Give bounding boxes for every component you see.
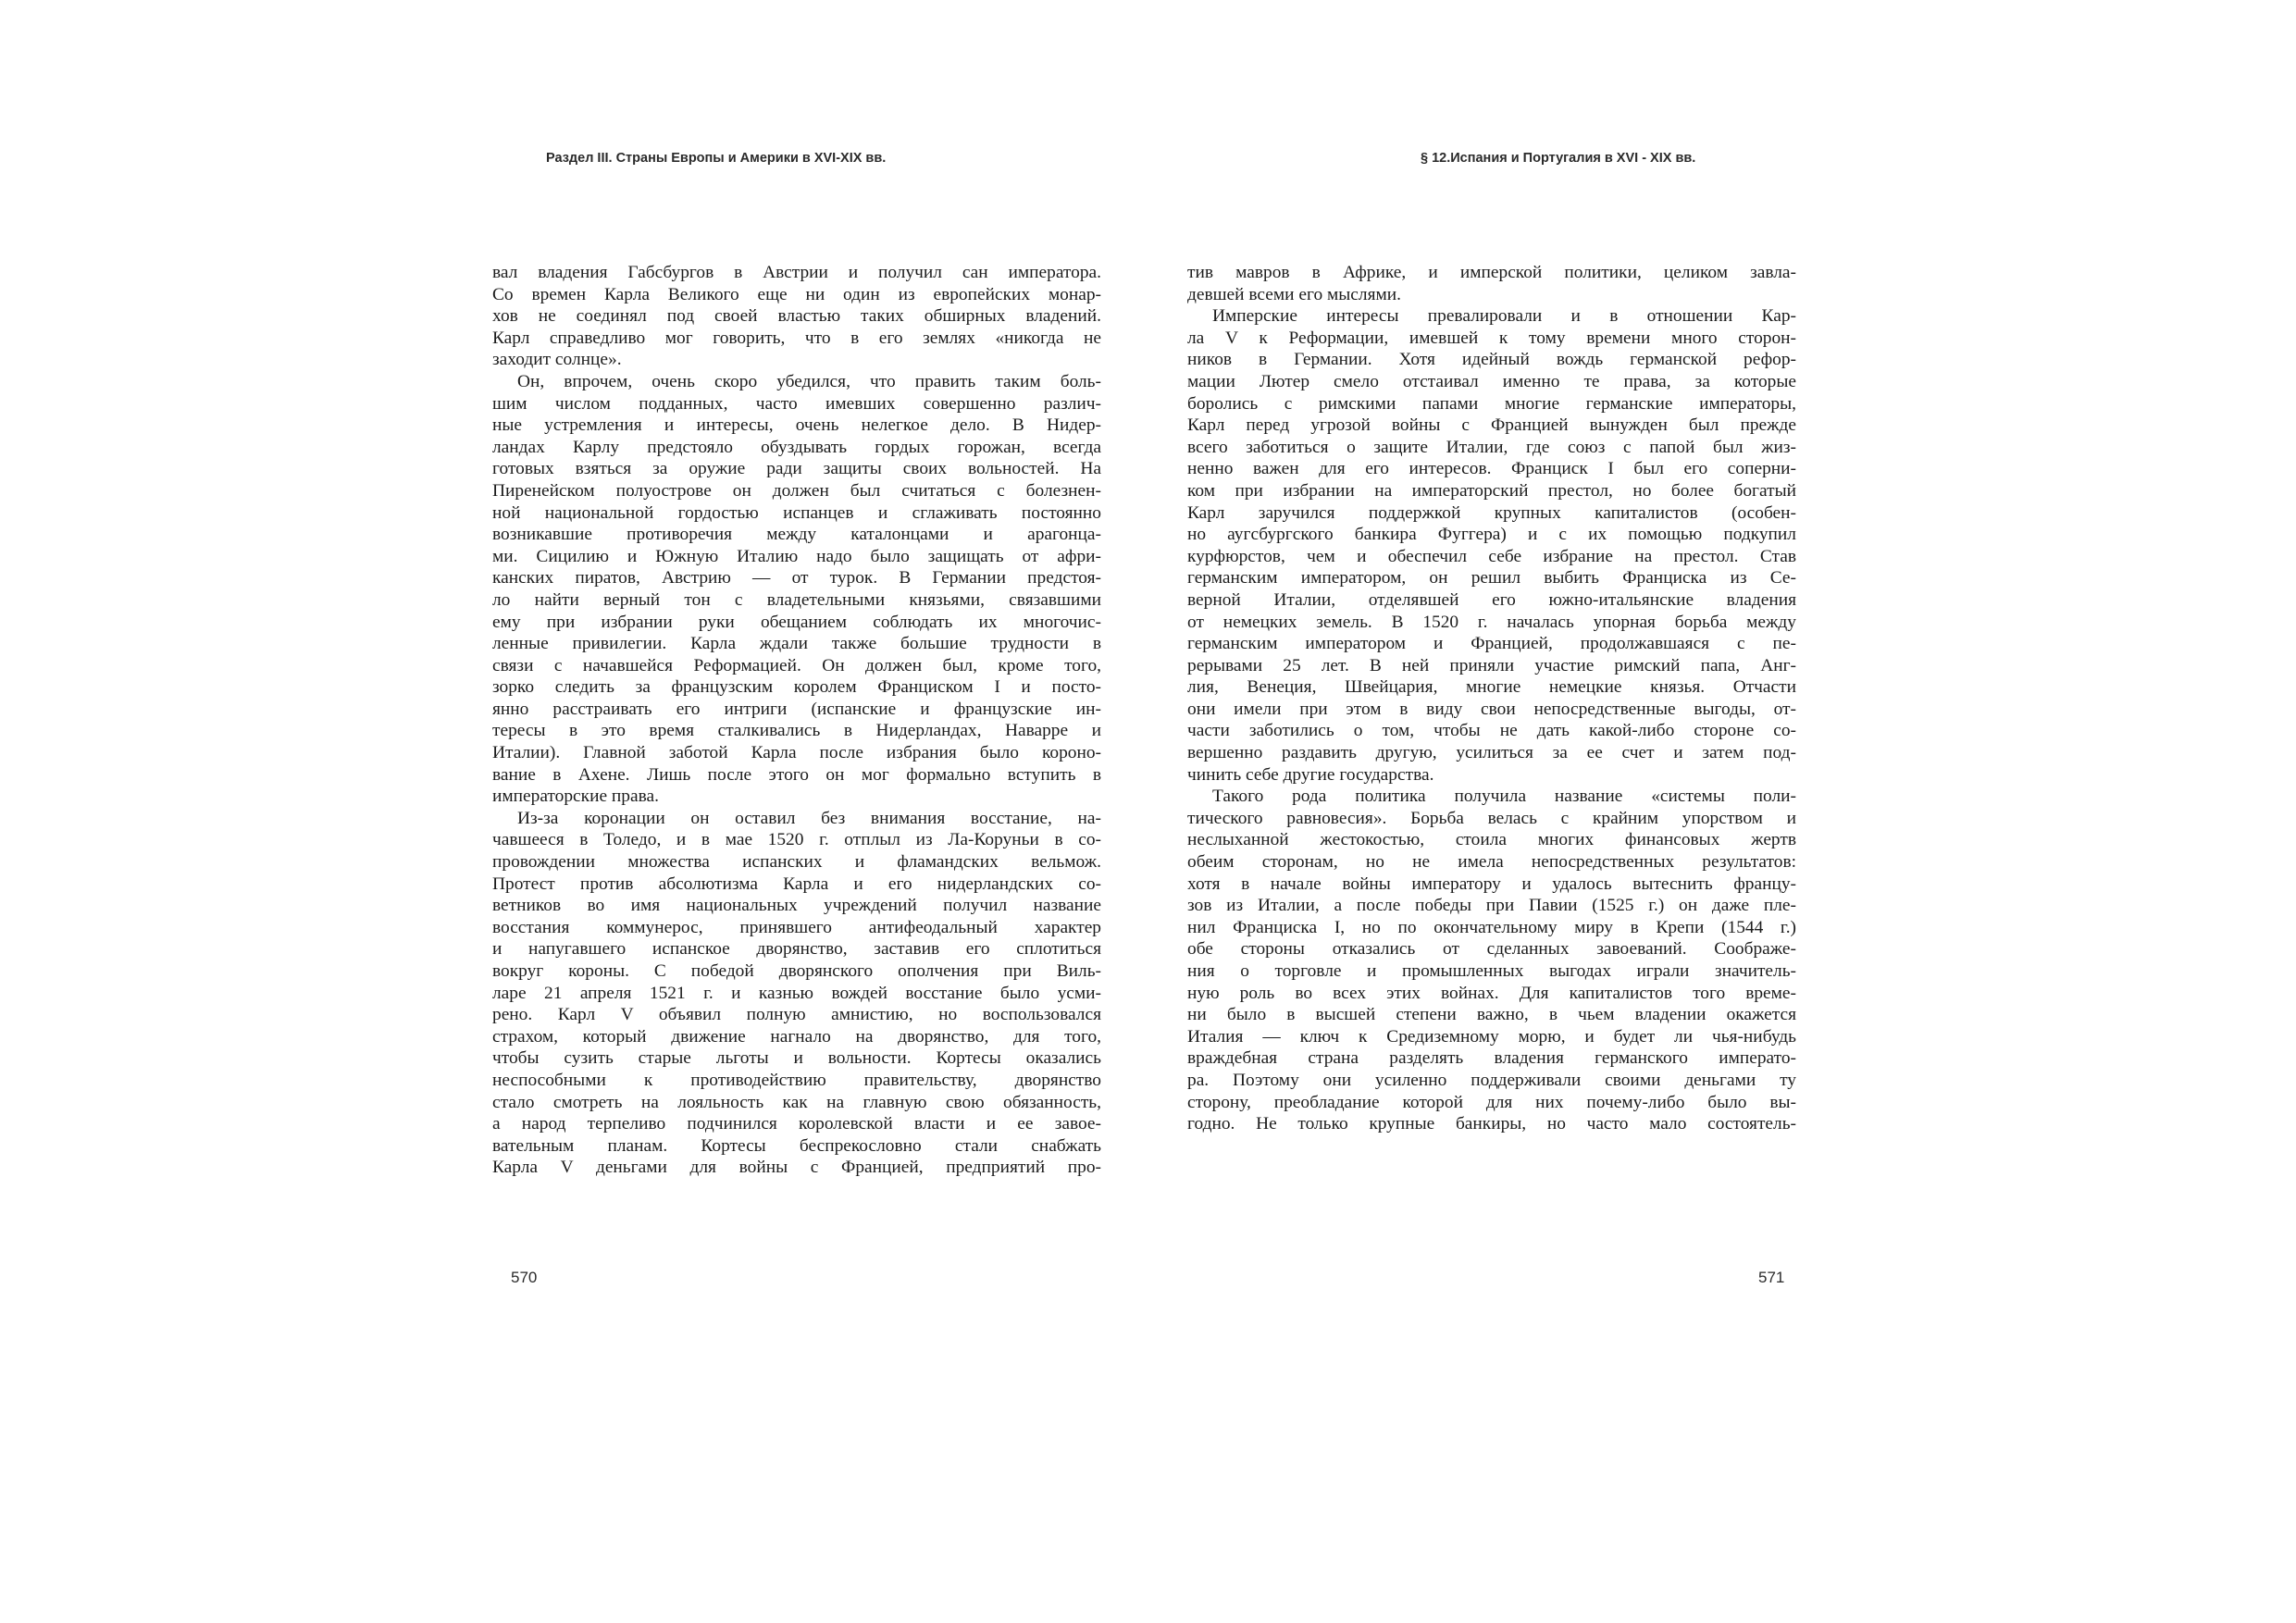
text-line: ло найти верный тон с владетельными князьями, связавшими xyxy=(492,589,1101,610)
text-line: вершенно раздавить другую, усилиться за ее счет и затем под- xyxy=(1187,743,1796,763)
text-column-right xyxy=(1187,262,1796,1135)
text-line: но аугсбургского банкира Фуггера) и с их помощью подкупил xyxy=(1187,525,1796,545)
text-line: восстания коммунерос, принявшего антифеодальный характер xyxy=(492,917,1101,937)
text-line: чинить себе другие государства. xyxy=(1187,764,1434,785)
text-line: Карла V деньгами для войны с Францией, предприятий про- xyxy=(492,1158,1101,1178)
text-line: хов не соединял под своей властью таких обширных владений. xyxy=(492,306,1101,327)
text-line: Карл заручился поддержкой крупных капиталистов (особен- xyxy=(1187,502,1796,523)
text-line: шим числом подданных, часто имевших совершенно различ- xyxy=(492,393,1101,414)
text-line: Протест против абсолютизма Карла и его нидерландских со- xyxy=(492,873,1101,894)
text-line: сторону, преобладание которой для них почему-либо было вы- xyxy=(1187,1092,1796,1112)
text-line: ларе 21 апреля 1521 г. и казнью вождей восстание было усми- xyxy=(492,983,1101,1003)
text-line: ему при избрании руки обещанием соблюдать их многочис- xyxy=(492,612,1101,632)
text-line: ми. Сицилию и Южную Италию надо было защищать от афри- xyxy=(492,546,1101,566)
text-line: части заботились о том, чтобы не дать какой-либо стороне со- xyxy=(1187,721,1796,741)
text-line: провождении множества испанских и фламандских вельмож. xyxy=(492,852,1101,873)
text-line: Он, впрочем, очень скоро убедился, что править таким боль- xyxy=(517,371,1101,391)
page-number-left: 570 xyxy=(511,1269,538,1286)
text-line: чавшееся в Толедо, и в мае 1520 г. отплыл из Ла-Коруньи в со- xyxy=(492,830,1101,850)
text-line: и напугавшего испанское дворянство, заставив его сплотиться xyxy=(492,939,1101,960)
text-line: тив мавров в Африке, и имперской политики, целиком завла- xyxy=(1187,263,1796,282)
text-line: враждебная страна разделять владения германского императо- xyxy=(1187,1048,1796,1069)
text-line: они имели при этом в виду свои непосредственные выгоды, от- xyxy=(1187,699,1796,719)
text-column-left xyxy=(492,262,1101,1179)
text-line: а народ терпеливо подчинился королевской власти и ее завое- xyxy=(492,1114,1101,1134)
text-line: германским императором, он решил выбить Франциска из Се- xyxy=(1187,568,1796,588)
text-line: ленные привилегии. Карла ждали также большие трудности в xyxy=(492,634,1101,654)
text-line: Из-за коронации он оставил без внимания восстание, на- xyxy=(517,808,1101,828)
text-line: рерывами 25 лет. В ней приняли участие римский папа, Анг- xyxy=(1187,655,1796,675)
text-line: ную роль во всех этих войнах. Для капиталистов того време- xyxy=(1187,983,1796,1003)
text-line: девшей всеми его мыслями. xyxy=(1187,284,1401,304)
text-line: рено. Карл V объявил полную амнистию, но воспользовался xyxy=(492,1005,1101,1025)
text-line: лия, Венеция, Швейцария, многие немецкие князья. Отчасти xyxy=(1187,677,1796,698)
text-line: янно расстраивать его интриги (испанские и французские ин- xyxy=(492,699,1101,719)
text-line: Имперские интересы превалировали и в отношении Кар- xyxy=(1212,306,1796,327)
text-line: вал владения Габсбургов в Австрии и получил сан императора. xyxy=(492,263,1101,282)
text-line: ной национальной гордостью испанцев и сглаживать постоянно xyxy=(492,502,1101,523)
running-head-left: Раздел III. Страны Европы и Америки в XVI-XIX вв. xyxy=(546,151,887,166)
text-line: Такого рода политика получила название «системы поли- xyxy=(1212,787,1796,807)
text-line: Италия — ключ к Средиземному морю, и будет ли чья-нибудь xyxy=(1187,1026,1796,1047)
text-line: ландах Карлу предстояло обуздывать гордых горожан, всегда xyxy=(492,437,1101,457)
text-line: вательным планам. Кортесы беспрекословно стали снабжать xyxy=(492,1135,1101,1156)
text-line: готовых взяться за оружие ради защиты своих вольностей. На xyxy=(492,459,1101,479)
text-line: зорко следить за французским королем Франциском I и посто- xyxy=(492,677,1101,698)
text-line: вокруг короны. С победой дворянского ополчения при Виль- xyxy=(492,961,1101,981)
text-line: обеим сторонам, но не имела непосредственных результатов: xyxy=(1187,852,1796,873)
text-line: ни было в высшей степени важно, в чьем владении окажется xyxy=(1187,1005,1796,1025)
text-line: ветников во имя национальных учреждений получил название xyxy=(492,896,1101,916)
text-line: Карл справедливо мог говорить, что в его землях «никогда не xyxy=(492,328,1101,348)
text-line: тересы в это время сталкивались в Нидерландах, Наварре и xyxy=(492,721,1101,741)
text-line: вание в Ахене. Лишь после этого он мог формально вступить в xyxy=(492,764,1101,785)
text-line: хотя в начале войны императору и удалось вытеснить францу- xyxy=(1187,873,1796,894)
text-line: боролись с римскими папами многие германские императоры, xyxy=(1187,393,1796,414)
text-line: от немецких земель. В 1520 г. началась упорная борьба между xyxy=(1187,612,1796,632)
text-line: нил Франциска I, но по окончательному миру в Крепи (1544 г.) xyxy=(1187,917,1796,937)
text-line: Со времен Карла Великого еще ни один из европейских монар- xyxy=(492,284,1101,304)
text-line: канских пиратов, Австрию — от турок. В Германии предстоя- xyxy=(492,568,1101,588)
text-line: императорские права. xyxy=(492,787,659,807)
text-line: связи с начавшейся Реформацией. Он должен был, кроме того, xyxy=(492,655,1101,675)
text-line: ком при избрании на императорский престол, но более богатый xyxy=(1187,480,1796,501)
text-line: курфюрстов, чем и обеспечил себе избрание на престол. Став xyxy=(1187,546,1796,566)
text-line: неслыханной жестокостью, стоила многих финансовых жертв xyxy=(1187,830,1796,850)
text-line: зов из Италии, а после победы при Павии (1525 г.) он даже пле- xyxy=(1187,896,1796,916)
text-line: верной Италии, отделявшей его южно-итальянские владения xyxy=(1187,589,1796,610)
page-number-right: 571 xyxy=(1758,1269,1785,1286)
text-line: заходит солнце». xyxy=(492,350,622,370)
text-line: Карл перед угрозой войны с Францией вынужден был прежде xyxy=(1187,415,1796,436)
text-line: ра. Поэтому они усиленно поддерживали своими деньгами ту xyxy=(1187,1070,1796,1090)
text-line: германским императором и Францией, продолжавшаяся с пе- xyxy=(1187,634,1796,654)
text-line: ла V к Реформации, имевшей к тому времени много сторон- xyxy=(1187,328,1796,348)
text-line: всего заботиться о защите Италии, где союз с папой был жиз- xyxy=(1187,437,1796,457)
text-line: мации Лютер смело отстаивал именно те права, за которые xyxy=(1187,371,1796,391)
text-line: годно. Не только крупные банкиры, но часто мало состоятель- xyxy=(1187,1114,1796,1134)
text-line: ния о торговле и промышленных выгодах играли значитель- xyxy=(1187,961,1796,981)
text-line: стало смотреть на лояльность как на главную свою обязанность, xyxy=(492,1092,1101,1112)
text-line: обе стороны отказались от сделанных завоеваний. Соображе- xyxy=(1187,939,1796,960)
text-line: ников в Германии. Хотя идейный вождь германской рефор- xyxy=(1187,350,1796,370)
text-line: Италии). Главной заботой Карла после избрания было короно- xyxy=(492,743,1101,763)
text-line: неспособными к противодействию правительству, дворянство xyxy=(492,1070,1101,1090)
text-line: чтобы сузить старые льготы и вольности. Кортесы оказались xyxy=(492,1048,1101,1069)
text-line: ные устремления и интересы, очень нелегкое дело. В Нидер- xyxy=(492,415,1101,436)
text-line: ненно важен для его интересов. Франциск I был его соперни- xyxy=(1187,459,1796,479)
text-line: страхом, который движение нагнало на дворянство, для того, xyxy=(492,1026,1101,1047)
running-head-right: § 12.Испания и Португалия в XVI - XIX вв. xyxy=(1421,151,1696,166)
text-line: тического равновесия». Борьба велась с крайним упорством и xyxy=(1187,808,1796,828)
text-line: возникавшие противоречия между каталонцами и арагонца- xyxy=(492,525,1101,545)
text-line: Пиренейском полуострове он должен был считаться с болезнен- xyxy=(492,480,1101,501)
